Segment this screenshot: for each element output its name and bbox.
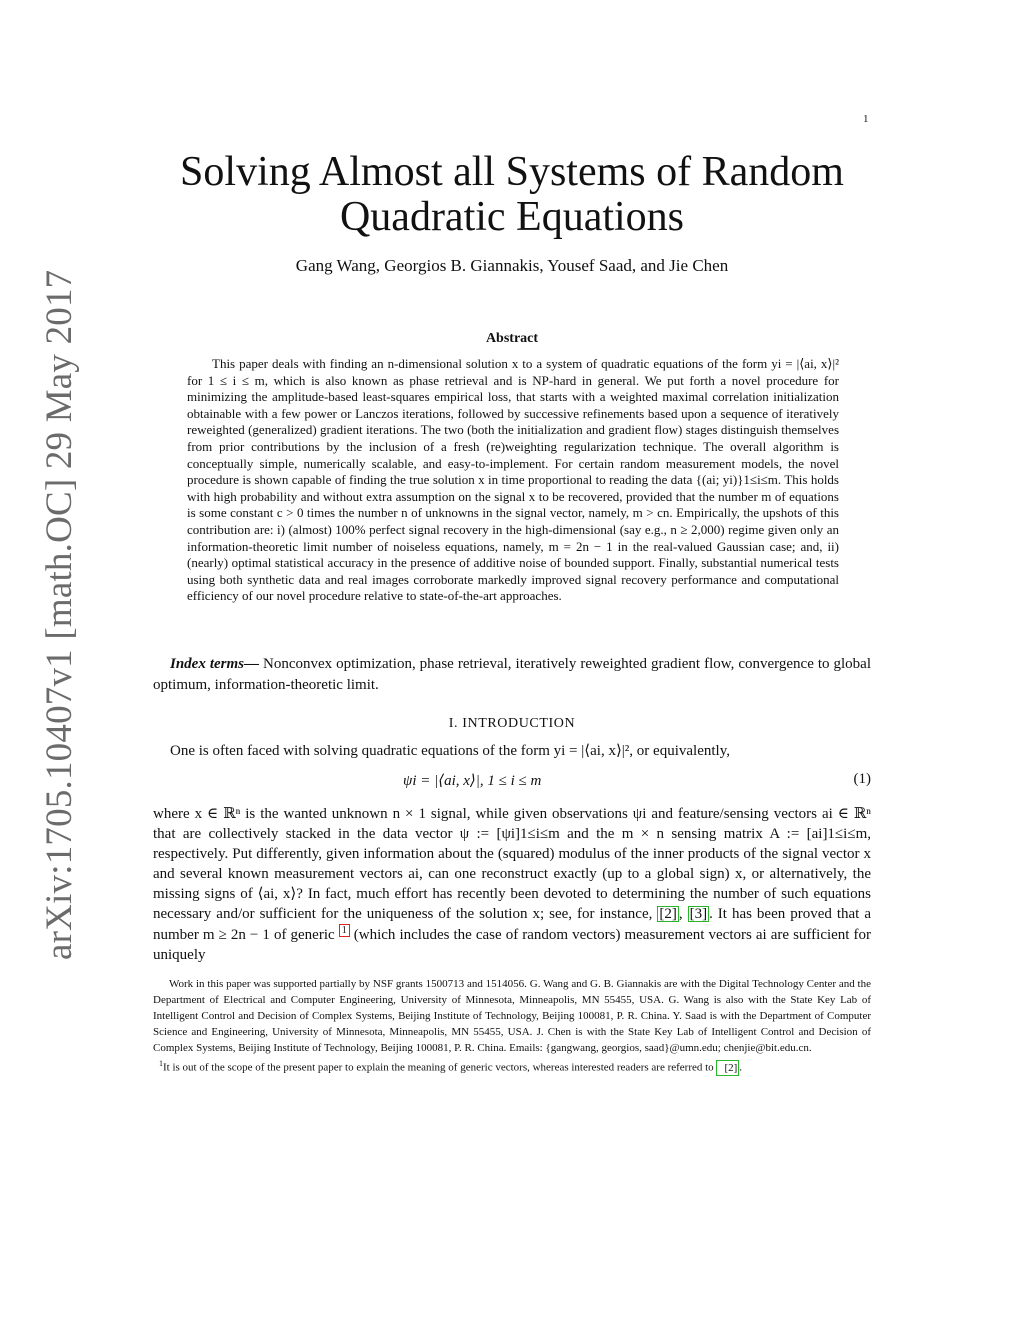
footnote-citation-link-2[interactable]: [2] [716,1060,739,1076]
page-number: 1 [863,113,869,125]
title-line-1: Solving Almost all Systems of Random [180,149,844,195]
intro-text-c: (which includes the case of random vectors) measurement vectors ai are sufficient for uniquely [153,927,872,963]
index-terms-label: Index terms— [170,656,259,672]
authors: Gang Wang, Georgios B. Giannakis, Yousef Saad, and Jie Chen [295,256,729,275]
footnote-1-end: . [739,1061,743,1074]
index-terms [153,654,871,696]
intro-text-b: . It has been proved that a number m ≥ 2n − 1 of generic [153,906,871,943]
footnote-1 [153,1056,871,1076]
footnotes [153,976,871,1076]
footnote-1-text: It is out of the scope of the present paper to explain the meaning of generic vectors, whereas interested readers are referred to [163,1061,717,1074]
paper-title [150,150,874,240]
equation-number: (1) [853,771,871,787]
intro-text-a: where x ∈ ℝⁿ is the wanted unknown n × 1 signal, while given observations ψi and feature/sensing vectors ai ∈ ℝⁿ that are collectively stacked in the data vector ψ := [ψi]1≤i≤m and the m × n sensing matrix A := [ai]1≤i≤m, respectively. Put differently, given information about the (squared) modulus of the inner products of the signal vector x and several known measurement vectors ai, can one reconstruct exactly (up to a global sign) x, or alternatively, the missing signs of ⟨ai, x⟩? In fact, much effort has recently been devoted to determining the number of such equations necessary and/or sufficient for the uniqueness of the solution x; see, for instance, [153,806,871,922]
footnote-1-mark: 1 [159,1059,163,1068]
index-terms-text: Nonconvex optimization, phase retrieval, iteratively reweighted gradient flow, convergence to global optimum, information-theoretic limit. [153,656,871,693]
arxiv-identifier: arXiv:1705.10407v1 [math.OC] 29 May 2017 [39,269,80,960]
citation-link-2[interactable]: [2] [659,906,677,922]
intro-paragraph: where x ∈ ℝⁿ is the wanted unknown n × 1 signal, while given observations ψi and feature/sensing vectors ai ∈ ℝⁿ that are collectively stacked in the data vector ψ := [ψi]1≤i≤m and the m × n sensing matrix A := [ai]1≤i≤m, respectively. Put differently, given information about the (squared) modulus of the inner products of the signal vector x and several known measurement vectors ai, can one reconstruct exactly (up to a global sign) x, or alternatively, the missing signs of ⟨ai, x⟩? In fact, much effort has recently been devoted to determining the number of such equations necessary and/or sufficient for the uniqueness of the solution x; see, for instance, [2] , [3] . It has been proved that a number m ≥ 2n − 1 of generic 1 (which includes the case of random vectors) measurement vectors ai are sufficient for uniquely [153,806,872,963]
equation-body: ψi = |⟨ai, x⟩|, 1 ≤ i ≤ m [403,773,542,789]
citation-link-3[interactable]: [3] [689,906,708,922]
funding-footnote: Work in this paper was supported partially by NSF grants 1500713 and 1514056. G. Wang and G. B. Giannakis are with the Digital Technology Center and the Department of Electrical and Computer Engineering, University of Minnesota, Minneapolis, MN 55455, USA. G. Wang is also with the State Key Lab of Intelligent Control and Decision of Complex Systems, Beijing Institute of Technology, Beijing 100081, P. R. China. Y. Saad is with the Department of Computer Science and Engineering, University of Minnesota, Minneapolis, MN 55455, USA. J. Chen is with the State Key Lab of Intelligent Control and Decision of Complex Systems, Beijing Institute of Technology, Beijing 100081, P. R. China. Emails: {gangwang, georgios, saad}@umn.edu; chenjie@bit.edu.cn. [153,978,871,1054]
title-line-2: Quadratic Equations [339,194,685,240]
section-heading-introduction: I. INTRODUCTION [448,716,576,731]
abstract-heading: Abstract [485,331,539,346]
footnote-link-1[interactable]: 1 [339,924,350,937]
intro-first-line: One is often faced with solving quadratic equations of the form yi = |⟨ai, x⟩|², or equivalently, [170,743,730,759]
abstract-text: This paper deals with finding an n-dimensional solution x to a system of quadratic equations of the form yi = |⟨ai, x⟩|² for 1 ≤ i ≤ m, which is also known as phase retrieval and is NP-hard in general. We put forth a novel procedure for minimizing the amplitude-based least-squares empirical loss, that starts with a weighted maximal correlation initialization obtainable with a few power or Lanczos iterations, followed by successive refinements based upon a sequence of iteratively reweighted (generalized) gradient iterations. The two (both the initialization and gradient flow) stages distinguish themselves from prior contributions by the inclusion of a fresh (re)weighting regularization technique. The overall algorithm is conceptually simple, numerically scalable, and easy-to-implement. For certain random measurement models, the novel procedure is shown capable of finding the true solution x in time proportional to reading the data {(ai; yi)}1≤i≤m. This holds with high probability and without extra assumption on the signal x to be recovered, provided that the number m of equations is some constant c > 0 times the number n of unknowns in the signal vector, namely, m > cn. Empirically, the upshots of this contribution are: i) (almost) 100% perfect signal recovery in the high-dimensional (say e.g., n ≥ 2,000) regime given only an information-theoretic limit number of noiseless equations, namely, m = 2n − 1 in the real-valued Gaussian case; and, ii) (nearly) optimal statistical accuracy in the presence of additive noise of bounded support. Finally, substantial numerical tests using both synthetic data and real images corroborate markedly improved signal recovery performance and computational efficiency of our novel procedure relative to state-of-the-art approaches. [187,356,839,604]
